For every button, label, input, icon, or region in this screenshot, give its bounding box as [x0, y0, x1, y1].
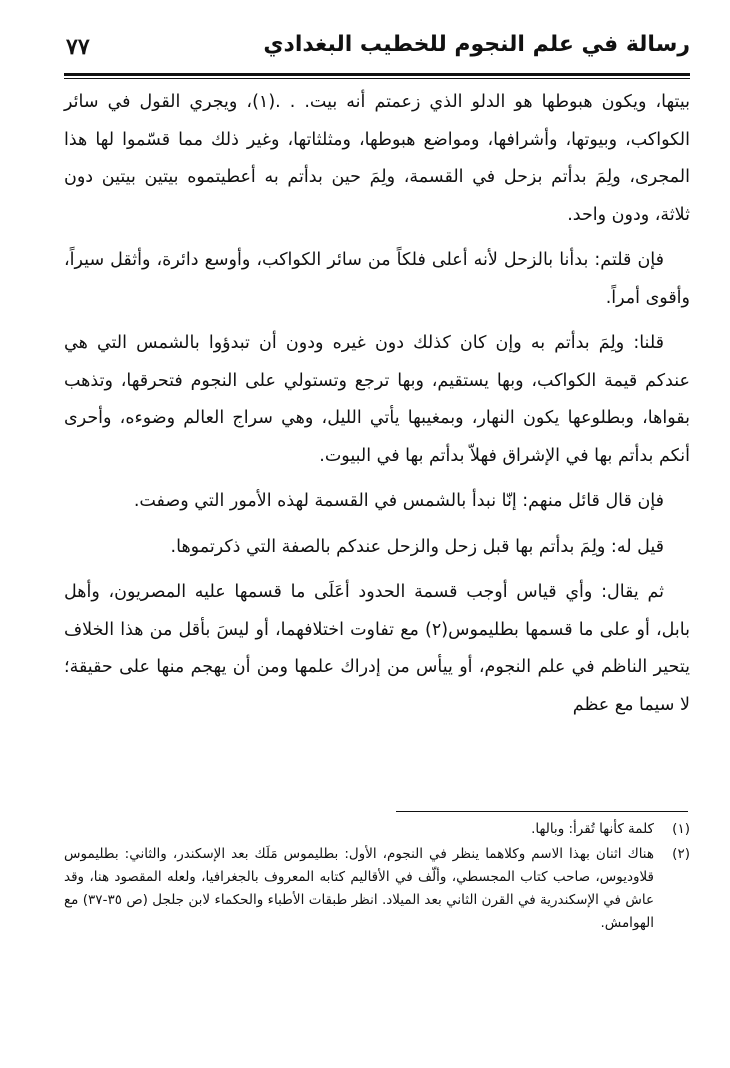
- page-header: [64, 30, 690, 70]
- running-title: رسالة في علم النجوم للخطيب البغدادي: [263, 32, 690, 57]
- paragraph: فإن قال قائل منهم: إنّا نبدأ بالشمس في القسمة لهذه الأمور التي وصفت.: [133, 491, 664, 511]
- paragraph: فإن قلتم: بدأنا بالزحل لأنه أعلى فلكاً من سائر الكواكب، وأوسع دائرة، وأثقل سيراً، وأقوى أمراً.: [64, 250, 690, 308]
- footnote: [64, 843, 690, 935]
- footnotes: [64, 818, 690, 937]
- footnote-separator: [396, 811, 688, 812]
- header-rule-thin: [64, 78, 690, 79]
- footnote-text: كلمة كأنها تُقرأ: وبالها.: [531, 821, 654, 837]
- page-number: ٧٧: [66, 34, 90, 60]
- paragraph: قلنا: ولِمَ بدأتم به وإن كان كذلك دون غيره ودون أن تبدؤوا بالشمس التي هي عندكم قيمة الكواكب، وبها يستقيم، وبها ترجع وتستولي على النجوم فتحرقها، وتذهب بقواها، وبطلوعها يكون النهار، وبمغيبها يأتي الليل، وهي سراج العالم وضوءه، وأحرى أنكم بدأتم بها في الإشراق فهلاّ بدأتم بها في البيوت.: [64, 333, 690, 466]
- footnote: [64, 818, 690, 841]
- footnote-mark: (٢): [672, 846, 690, 862]
- header-rule: [64, 73, 690, 76]
- paragraph: بيتها، ويكون هبوطها هو الدلو الذي زعمتم أنه بيت. . .(١)، ويجري القول في سائر الكواكب، وبيوتها، وأشرافها، ومواضع هبوطها، ومثلثاتها، وغير ذلك مما قسّموا لها هذا المجرى، ولِمَ بدأتم بزحل في القسمة، ولِمَ حين بدأتم به أعطيتموه بيتين بيتين دون ثلاثة، ودون واحد.: [64, 92, 690, 225]
- main-text: [64, 84, 690, 732]
- footnote-mark: (١): [672, 821, 690, 837]
- paragraph: ثم يقال: وأي قياس أوجب قسمة الحدود أعَلَى ما قسمها عليه المصريون، وأهل بابل، أو على ما قسمها بطليموس(٢) مع تفاوت اختلافهما، أو ليسَ بأقل من هذا الخلاف يتحير الناظم في علم النجوم، أو ييأس من إدراك علمها ومن أن يهجم منها على حقيقة؛ لا سيما مع عظم: [64, 582, 690, 715]
- paragraph: قيل له: ولِمَ بدأتم بها قبل زحل والزحل عندكم بالصفة التي ذكرتموها.: [170, 536, 664, 557]
- footnote-text: هناك اثنان بهذا الاسم وكلاهما ينظر في النجوم، الأول: بطليموس مَلَك بعد الإسكندر، والثاني: بطليموس قلاوديوس، صاحب كتاب المجسطي، وألّف في الأقاليم كتابه المعروف بالجغرافيا، ولعله المقصود هنا، وقد عاش في الإسكندرية في القرن الثاني بعد الميلاد. انظر طبقات الأطباء والحكماء لابن جلجل (ص ٣٥-٣٧) مع الهوامش.: [64, 846, 654, 931]
